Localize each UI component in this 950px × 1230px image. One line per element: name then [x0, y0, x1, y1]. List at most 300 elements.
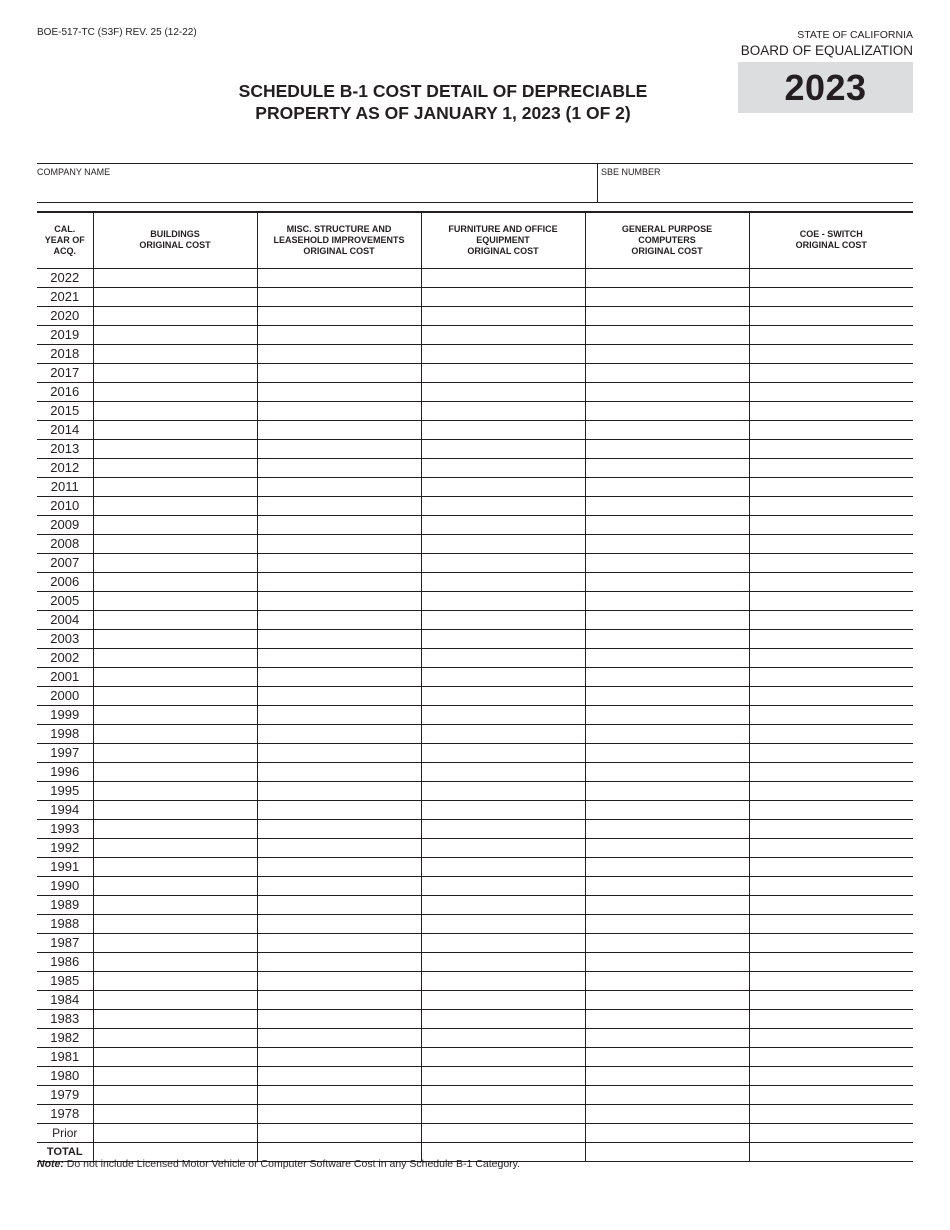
furniture-cost-input[interactable] [422, 991, 585, 1009]
buildings-cost-input[interactable] [94, 345, 257, 363]
computers-cost-input[interactable] [586, 744, 749, 762]
furniture-cost-input[interactable] [422, 725, 585, 743]
table-row [37, 287, 913, 306]
computers-cost-input[interactable] [586, 725, 749, 743]
coe-switch-cost-input[interactable] [750, 915, 914, 933]
buildings-cost-input[interactable] [94, 1124, 257, 1142]
furniture-cost-input[interactable] [422, 288, 585, 306]
misc-structure-cost-input[interactable] [258, 402, 421, 420]
misc-structure-cost-input[interactable] [258, 573, 421, 591]
cost-cell [257, 762, 421, 781]
computers-cost-input[interactable] [586, 858, 749, 876]
cost-cell [421, 876, 585, 895]
furniture-cost-input[interactable] [422, 839, 585, 857]
cost-cell [421, 933, 585, 952]
cost-cell [93, 1066, 257, 1085]
misc-structure-cost-input[interactable] [258, 858, 421, 876]
buildings-cost-input[interactable] [94, 459, 257, 477]
computers-cost-input[interactable] [586, 535, 749, 553]
computers-cost-input[interactable] [586, 839, 749, 857]
furniture-header-line: FURNITURE AND OFFICE [448, 223, 558, 234]
computers-cost-input[interactable] [586, 820, 749, 838]
buildings-cost-input[interactable] [94, 649, 257, 667]
misc-structure-cost-input[interactable] [258, 687, 421, 705]
cost-cell [93, 1123, 257, 1142]
year-cell: 2014 [37, 420, 93, 439]
coe-switch-cost-input[interactable] [750, 288, 914, 306]
computers-cost-input[interactable] [586, 440, 749, 458]
cost-cell [421, 534, 585, 553]
misc-structure-cost-input[interactable] [258, 896, 421, 914]
furniture-cost-input[interactable] [422, 516, 585, 534]
computers-cost-input[interactable] [586, 573, 749, 591]
misc-structure-cost-input[interactable] [258, 307, 421, 325]
misc-structure-cost-input[interactable] [258, 1010, 421, 1028]
misc-structure-cost-input[interactable] [258, 497, 421, 515]
cost-cell [257, 781, 421, 800]
year-cell: 1985 [37, 971, 93, 990]
buildings-cost-input[interactable] [94, 611, 257, 629]
year-cell: 1990 [37, 876, 93, 895]
buildings-cost-input[interactable] [94, 307, 257, 325]
furniture-cost-input[interactable] [422, 421, 585, 439]
computers-cost-input[interactable] [586, 1029, 749, 1047]
misc-structure-cost-input[interactable] [258, 1124, 421, 1142]
misc-structure-cost-input[interactable] [258, 535, 421, 553]
company-name-label: COMPANY NAME [37, 167, 111, 177]
coe-switch-cost-input[interactable] [750, 478, 914, 496]
computers-cost-input[interactable] [586, 383, 749, 401]
buildings-cost-input[interactable] [94, 839, 257, 857]
computers-cost-input[interactable] [586, 1067, 749, 1085]
coe-switch-cost-input[interactable] [750, 991, 914, 1009]
misc-structure-cost-input[interactable] [258, 1086, 421, 1104]
buildings-cost-input[interactable] [94, 573, 257, 591]
furniture-cost-input[interactable] [422, 668, 585, 686]
coe-switch-cost-input[interactable] [750, 383, 914, 401]
cost-cell [93, 876, 257, 895]
furniture-cost-input[interactable] [422, 763, 585, 781]
cost-cell [93, 648, 257, 667]
sbe-number-input[interactable] [601, 178, 910, 200]
buildings-cost-input[interactable] [94, 269, 257, 287]
cost-cell [585, 743, 749, 762]
year-cell: 1997 [37, 743, 93, 762]
year-cell: 1993 [37, 819, 93, 838]
cost-cell [749, 477, 913, 496]
coe-switch-cost-input[interactable] [750, 1143, 914, 1161]
coe-switch-cost-input[interactable] [750, 326, 914, 344]
buildings-cost-input[interactable] [94, 877, 257, 895]
buildings-cost-input[interactable] [94, 440, 257, 458]
year-cell: 2017 [37, 363, 93, 382]
computers-cost-input[interactable] [586, 421, 749, 439]
computers-header [585, 212, 749, 268]
cost-cell [257, 743, 421, 762]
note-label: Note: [37, 1158, 64, 1170]
furniture-cost-input[interactable] [422, 1010, 585, 1028]
misc-structure-cost-input[interactable] [258, 801, 421, 819]
cost-cell [257, 382, 421, 401]
year-cell: 2013 [37, 439, 93, 458]
cost-cell [749, 515, 913, 534]
cost-cell [749, 1028, 913, 1047]
buildings-cost-input[interactable] [94, 516, 257, 534]
buildings-cost-input[interactable] [94, 687, 257, 705]
furniture-cost-input[interactable] [422, 877, 585, 895]
computers-cost-input[interactable] [586, 364, 749, 382]
computers-cost-input[interactable] [586, 877, 749, 895]
furniture-cost-input[interactable] [422, 326, 585, 344]
cost-cell [257, 1047, 421, 1066]
cost-cell [749, 287, 913, 306]
cost-cell [257, 933, 421, 952]
coe-switch-cost-input[interactable] [750, 307, 914, 325]
furniture-cost-input[interactable] [422, 1048, 585, 1066]
furniture-cost-input[interactable] [422, 459, 585, 477]
year-cell: 2009 [37, 515, 93, 534]
buildings-cost-input[interactable] [94, 820, 257, 838]
furniture-cost-input[interactable] [422, 972, 585, 990]
coe-switch-cost-input[interactable] [750, 1105, 914, 1123]
furniture-cost-input[interactable] [422, 611, 585, 629]
furniture-cost-input[interactable] [422, 915, 585, 933]
computers-cost-input[interactable] [586, 687, 749, 705]
computers-cost-input[interactable] [586, 269, 749, 287]
buildings-cost-input[interactable] [94, 725, 257, 743]
misc-structure-cost-input[interactable] [258, 459, 421, 477]
furniture-cost-input[interactable] [422, 1067, 585, 1085]
furniture-cost-input[interactable] [422, 440, 585, 458]
coe-switch-cost-input[interactable] [750, 668, 914, 686]
misc-structure-cost-input[interactable] [258, 269, 421, 287]
misc-structure-cost-input[interactable] [258, 478, 421, 496]
furniture-cost-input[interactable] [422, 1105, 585, 1123]
computers-cost-input[interactable] [586, 896, 749, 914]
furniture-cost-input[interactable] [422, 364, 585, 382]
computers-cost-input[interactable] [586, 782, 749, 800]
buildings-cost-input[interactable] [94, 1086, 257, 1104]
buildings-cost-input[interactable] [94, 497, 257, 515]
cost-cell [585, 287, 749, 306]
buildings-cost-input[interactable] [94, 478, 257, 496]
misc-structure-cost-input[interactable] [258, 592, 421, 610]
misc-structure-cost-input[interactable] [258, 1067, 421, 1085]
coe-switch-cost-input[interactable] [750, 1010, 914, 1028]
buildings-cost-input[interactable] [94, 991, 257, 1009]
coe-switch-cost-input[interactable] [750, 706, 914, 724]
furniture-cost-input[interactable] [422, 953, 585, 971]
computers-cost-input[interactable] [586, 915, 749, 933]
furniture-cost-input[interactable] [422, 1124, 585, 1142]
buildings-cost-input[interactable] [94, 1067, 257, 1085]
buildings-cost-input[interactable] [94, 858, 257, 876]
buildings-cost-input[interactable] [94, 1010, 257, 1028]
coe-switch-cost-input[interactable] [750, 1124, 914, 1142]
misc-structure-cost-input[interactable] [258, 706, 421, 724]
furniture-cost-input[interactable] [422, 896, 585, 914]
computers-cost-input[interactable] [586, 478, 749, 496]
computers-cost-input[interactable] [586, 991, 749, 1009]
misc-structure-cost-input[interactable] [258, 611, 421, 629]
coe-switch-cost-input[interactable] [750, 782, 914, 800]
misc-structure-cost-input[interactable] [258, 725, 421, 743]
coe-switch-cost-input[interactable] [750, 972, 914, 990]
coe-switch-cost-input[interactable] [750, 687, 914, 705]
tax-year-box: 2023 [738, 62, 913, 113]
coe-switch-cost-input[interactable] [750, 421, 914, 439]
table-row [37, 990, 913, 1009]
coe-switch-cost-input[interactable] [750, 820, 914, 838]
misc-structure-cost-input[interactable] [258, 440, 421, 458]
coe-switch-cost-input[interactable] [750, 269, 914, 287]
buildings-cost-input[interactable] [94, 915, 257, 933]
coe-switch-cost-input[interactable] [750, 1048, 914, 1066]
coe-switch-cost-input[interactable] [750, 725, 914, 743]
cost-cell [585, 648, 749, 667]
cost-cell [93, 401, 257, 420]
coe-switch-cost-input[interactable] [750, 516, 914, 534]
computers-cost-input[interactable] [586, 497, 749, 515]
coe-switch-cost-input[interactable] [750, 402, 914, 420]
misc-structure-cost-input[interactable] [258, 288, 421, 306]
coe-switch-cost-input[interactable] [750, 1029, 914, 1047]
misc-structure-cost-input[interactable] [258, 915, 421, 933]
computers-cost-input[interactable] [586, 1143, 749, 1161]
computers-cost-input[interactable] [586, 402, 749, 420]
table-row [37, 477, 913, 496]
buildings-cost-input[interactable] [94, 706, 257, 724]
buildings-cost-input[interactable] [94, 592, 257, 610]
misc-structure-cost-input[interactable] [258, 554, 421, 572]
buildings-cost-input[interactable] [94, 934, 257, 952]
misc-structure-cost-input[interactable] [258, 345, 421, 363]
furniture-cost-input[interactable] [422, 649, 585, 667]
computers-cost-input[interactable] [586, 1048, 749, 1066]
computers-cost-input[interactable] [586, 972, 749, 990]
coe-switch-cost-input[interactable] [750, 592, 914, 610]
cost-cell [93, 743, 257, 762]
computers-cost-input[interactable] [586, 630, 749, 648]
computers-cost-input[interactable] [586, 668, 749, 686]
year-header-line: ACQ. [53, 245, 76, 256]
furniture-cost-input[interactable] [422, 782, 585, 800]
furniture-cost-input[interactable] [422, 687, 585, 705]
year-cell: 2003 [37, 629, 93, 648]
computers-cost-input[interactable] [586, 801, 749, 819]
table-row [37, 914, 913, 933]
table-row [37, 952, 913, 971]
coe-switch-cost-input[interactable] [750, 364, 914, 382]
table-row [37, 553, 913, 572]
cost-cell [93, 1104, 257, 1123]
computers-cost-input[interactable] [586, 516, 749, 534]
buildings-cost-input[interactable] [94, 630, 257, 648]
furniture-cost-input[interactable] [422, 535, 585, 553]
computers-cost-input[interactable] [586, 592, 749, 610]
coe-switch-cost-input[interactable] [750, 1086, 914, 1104]
misc-structure-cost-input[interactable] [258, 383, 421, 401]
computers-cost-input[interactable] [586, 1086, 749, 1104]
furniture-cost-input[interactable] [422, 801, 585, 819]
company-name-input[interactable] [40, 178, 594, 200]
misc-structure-cost-input[interactable] [258, 649, 421, 667]
coe-switch-cost-input[interactable] [750, 573, 914, 591]
furniture-cost-input[interactable] [422, 497, 585, 515]
coe-switch-cost-input[interactable] [750, 858, 914, 876]
buildings-cost-input[interactable] [94, 801, 257, 819]
misc-structure-cost-input[interactable] [258, 820, 421, 838]
buildings-cost-input[interactable] [94, 535, 257, 553]
buildings-cost-input[interactable] [94, 326, 257, 344]
cost-cell [585, 781, 749, 800]
computers-cost-input[interactable] [586, 1010, 749, 1028]
coe-switch-cost-input[interactable] [750, 934, 914, 952]
coe-switch-cost-input[interactable] [750, 611, 914, 629]
coe-switch-cost-input[interactable] [750, 839, 914, 857]
coe-switch-cost-input[interactable] [750, 801, 914, 819]
coe-switch-cost-input[interactable] [750, 535, 914, 553]
computers-cost-input[interactable] [586, 288, 749, 306]
cost-cell [749, 781, 913, 800]
misc-structure-cost-input[interactable] [258, 991, 421, 1009]
computers-cost-input[interactable] [586, 763, 749, 781]
furniture-cost-input[interactable] [422, 269, 585, 287]
furniture-cost-input[interactable] [422, 592, 585, 610]
misc-structure-cost-input[interactable] [258, 1048, 421, 1066]
buildings-cost-input[interactable] [94, 383, 257, 401]
furniture-cost-input[interactable] [422, 706, 585, 724]
table-row [37, 591, 913, 610]
misc-structure-cost-input[interactable] [258, 744, 421, 762]
cost-cell [93, 857, 257, 876]
misc-structure-cost-input[interactable] [258, 839, 421, 857]
buildings-cost-input[interactable] [94, 896, 257, 914]
cost-cell [257, 667, 421, 686]
misc-structure-cost-input[interactable] [258, 953, 421, 971]
computers-cost-input[interactable] [586, 934, 749, 952]
coe-switch-cost-input[interactable] [750, 744, 914, 762]
buildings-cost-input[interactable] [94, 972, 257, 990]
computers-cost-input[interactable] [586, 307, 749, 325]
furniture-cost-input[interactable] [422, 1086, 585, 1104]
furniture-cost-input[interactable] [422, 934, 585, 952]
computers-cost-input[interactable] [586, 611, 749, 629]
furniture-cost-input[interactable] [422, 573, 585, 591]
misc-structure-cost-input[interactable] [258, 630, 421, 648]
misc-structure-cost-input[interactable] [258, 668, 421, 686]
buildings-cost-input[interactable] [94, 1029, 257, 1047]
furniture-cost-input[interactable] [422, 402, 585, 420]
furniture-cost-input[interactable] [422, 307, 585, 325]
buildings-cost-input[interactable] [94, 288, 257, 306]
cost-cell [421, 287, 585, 306]
cost-cell [585, 496, 749, 515]
cost-cell [749, 667, 913, 686]
buildings-cost-input[interactable] [94, 782, 257, 800]
furniture-cost-input[interactable] [422, 820, 585, 838]
cost-cell [585, 363, 749, 382]
buildings-header [93, 212, 257, 268]
cost-cell [93, 591, 257, 610]
coe-switch-cost-input[interactable] [750, 459, 914, 477]
furniture-cost-input[interactable] [422, 345, 585, 363]
computers-cost-input[interactable] [586, 554, 749, 572]
coe-switch-cost-input[interactable] [750, 896, 914, 914]
cost-cell [257, 838, 421, 857]
misc-structure-cost-input[interactable] [258, 763, 421, 781]
misc-structure-cost-input[interactable] [258, 934, 421, 952]
misc-structure-cost-input[interactable] [258, 782, 421, 800]
furniture-cost-input[interactable] [422, 554, 585, 572]
computers-cost-input[interactable] [586, 459, 749, 477]
misc-structure-cost-input[interactable] [258, 1029, 421, 1047]
coe-switch-cost-input[interactable] [750, 440, 914, 458]
computers-cost-input[interactable] [586, 326, 749, 344]
computers-cost-input[interactable] [586, 706, 749, 724]
computers-cost-input[interactable] [586, 1105, 749, 1123]
cost-cell [749, 401, 913, 420]
coe-switch-cost-input[interactable] [750, 1067, 914, 1085]
coe-switch-header-line: COE - SWITCH [799, 229, 863, 240]
computers-cost-input[interactable] [586, 1124, 749, 1142]
furniture-cost-input[interactable] [422, 630, 585, 648]
buildings-cost-input[interactable] [94, 763, 257, 781]
buildings-cost-input[interactable] [94, 1048, 257, 1066]
misc-structure-cost-input[interactable] [258, 516, 421, 534]
cost-cell [257, 534, 421, 553]
coe-switch-cost-input[interactable] [750, 649, 914, 667]
buildings-cost-input[interactable] [94, 421, 257, 439]
cost-cell [93, 933, 257, 952]
computers-cost-input[interactable] [586, 345, 749, 363]
cost-cell [585, 667, 749, 686]
furniture-cost-input[interactable] [422, 1029, 585, 1047]
furniture-cost-input[interactable] [422, 858, 585, 876]
buildings-cost-input[interactable] [94, 364, 257, 382]
misc-structure-cost-input[interactable] [258, 1105, 421, 1123]
furniture-cost-input[interactable] [422, 383, 585, 401]
furniture-cost-input[interactable] [422, 478, 585, 496]
computers-cost-input[interactable] [586, 649, 749, 667]
coe-switch-cost-input[interactable] [750, 345, 914, 363]
buildings-cost-input[interactable] [94, 402, 257, 420]
furniture-cost-input[interactable] [422, 744, 585, 762]
buildings-cost-input[interactable] [94, 1105, 257, 1123]
misc-structure-cost-input[interactable] [258, 326, 421, 344]
cost-cell [749, 306, 913, 325]
misc-structure-cost-input[interactable] [258, 877, 421, 895]
computers-cost-input[interactable] [586, 953, 749, 971]
coe-switch-cost-input[interactable] [750, 877, 914, 895]
cost-cell [421, 1123, 585, 1142]
coe-switch-cost-input[interactable] [750, 763, 914, 781]
misc-structure-cost-input[interactable] [258, 972, 421, 990]
coe-switch-cost-input[interactable] [750, 953, 914, 971]
buildings-cost-input[interactable] [94, 554, 257, 572]
misc-structure-cost-input[interactable] [258, 421, 421, 439]
cost-cell [93, 1047, 257, 1066]
buildings-cost-input[interactable] [94, 668, 257, 686]
buildings-cost-input[interactable] [94, 744, 257, 762]
misc-structure-cost-input[interactable] [258, 364, 421, 382]
coe-switch-cost-input[interactable] [750, 630, 914, 648]
cost-cell [93, 268, 257, 287]
cost-cell [585, 914, 749, 933]
buildings-cost-input[interactable] [94, 953, 257, 971]
coe-switch-cost-input[interactable] [750, 554, 914, 572]
coe-switch-cost-input[interactable] [750, 497, 914, 515]
